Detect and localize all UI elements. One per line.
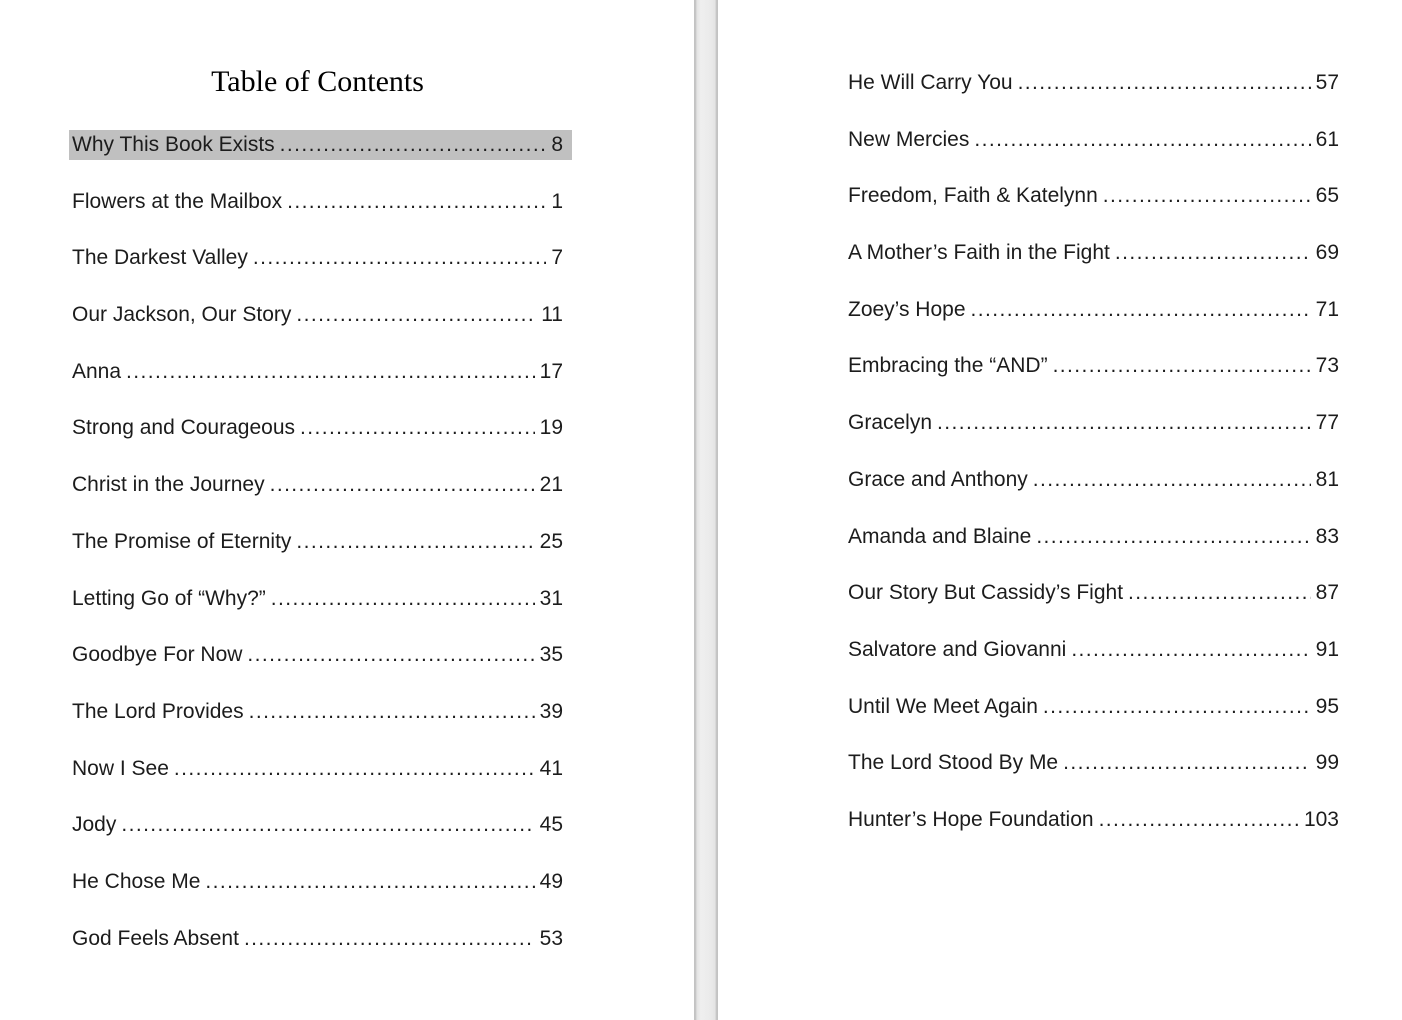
toc-entry[interactable]: [72, 754, 563, 784]
dot-leader: [270, 470, 535, 500]
toc-entry[interactable]: [848, 748, 1339, 778]
toc-entry[interactable]: [72, 470, 563, 500]
toc-entry-page-number: 73: [1315, 354, 1339, 378]
dot-leader: [1018, 68, 1311, 98]
toc-entry-title: A Mother’s Faith in the Fight: [848, 241, 1110, 265]
toc-entry-title: Zoey’s Hope: [848, 297, 966, 321]
toc-entry[interactable]: [848, 351, 1339, 381]
toc-entry[interactable]: [848, 181, 1339, 211]
toc-entry-title: Anna: [72, 359, 122, 383]
toc-entry[interactable]: [72, 187, 563, 217]
toc-entry-page-number: 41: [539, 756, 563, 780]
toc-entry-page-number: 21: [539, 473, 563, 497]
toc-entry-page-number: 95: [1315, 694, 1339, 718]
toc-entry-page-number: 45: [539, 813, 563, 837]
toc-entry-title: The Darkest Valley: [72, 246, 248, 270]
toc-entry[interactable]: [72, 640, 563, 670]
toc-entry[interactable]: [848, 238, 1339, 268]
dot-leader: [1071, 635, 1310, 665]
toc-entry-page-number: 61: [1315, 127, 1339, 151]
toc-entry[interactable]: [848, 635, 1339, 665]
toc-entry-title: The Lord Provides: [72, 699, 244, 723]
toc-entry-page-number: 57: [1315, 71, 1339, 94]
dot-leader: [249, 697, 535, 727]
toc-entry-title: The Promise of Eternity: [72, 529, 292, 553]
toc-entry[interactable]: [72, 413, 563, 443]
toc-entry[interactable]: [72, 584, 563, 614]
toc-entry-title: Embracing the “AND”: [848, 354, 1048, 378]
toc-entry-title: Flowers at the Mailbox: [72, 189, 283, 213]
toc-list-right: [848, 68, 1339, 835]
toc-list-left: [72, 130, 563, 954]
toc-entry-page-number: 7: [551, 246, 563, 270]
toc-entry[interactable]: [72, 357, 563, 387]
toc-entry-page-number: 81: [1315, 467, 1339, 491]
toc-entry-title: Grace and Anthony: [848, 467, 1028, 491]
toc-entry[interactable]: [72, 300, 563, 330]
toc-entry-page-number: 87: [1315, 581, 1339, 605]
dot-leader: [253, 243, 546, 273]
toc-entry-title: God Feels Absent: [72, 926, 239, 950]
toc-entry-title: He Chose Me: [72, 869, 201, 893]
toc-entry[interactable]: [848, 692, 1339, 722]
toc-entry-title: Goodbye For Now: [72, 643, 243, 667]
dot-leader: [974, 125, 1310, 155]
toc-entry-title: Our Story But Cassidy’s Fight: [848, 581, 1124, 605]
toc-entry-page-number: 69: [1315, 241, 1339, 265]
toc-entry-title: Jody: [72, 813, 117, 837]
dot-leader: [1115, 238, 1311, 268]
dot-leader: [121, 810, 534, 840]
page-right: [718, 0, 1402, 1020]
toc-entry[interactable]: [848, 68, 1339, 98]
toc-entry[interactable]: [848, 522, 1339, 552]
toc-entry-title: He Will Carry You: [848, 71, 1013, 94]
page-left: [0, 0, 694, 1020]
toc-entry[interactable]: [848, 805, 1339, 835]
toc-entry[interactable]: [72, 527, 563, 557]
toc-entry-page-number: 65: [1315, 184, 1339, 208]
toc-entry-title: Amanda and Blaine: [848, 524, 1032, 548]
toc-entry-title: The Lord Stood By Me: [848, 751, 1059, 775]
dot-leader: [271, 584, 535, 614]
toc-entry-page-number: 91: [1315, 637, 1339, 661]
toc-entry-page-number: 39: [539, 699, 563, 723]
dot-leader: [280, 130, 547, 160]
dot-leader: [126, 357, 535, 387]
toc-entry-page-number: 77: [1315, 411, 1339, 435]
toc-entry-title: Freedom, Faith & Katelynn: [848, 184, 1098, 208]
dot-leader: [300, 413, 535, 443]
dot-leader: [1099, 805, 1299, 835]
toc-entry-page-number: 103: [1303, 807, 1339, 831]
toc-entry[interactable]: [72, 130, 563, 160]
toc-heading: Table of Contents: [211, 65, 424, 98]
toc-entry-title: Until We Meet Again: [848, 694, 1038, 718]
dot-leader: [296, 527, 534, 557]
toc-entry-title: Hunter’s Hope Foundation: [848, 807, 1094, 831]
toc-entry-page-number: 49: [539, 869, 563, 893]
dot-leader: [247, 640, 534, 670]
dot-leader: [1128, 578, 1311, 608]
dot-leader: [287, 187, 546, 217]
toc-entry[interactable]: [848, 408, 1339, 438]
toc-entry[interactable]: [848, 465, 1339, 495]
toc-entry-title: Salvatore and Giovanni: [848, 637, 1067, 661]
dot-leader: [937, 408, 1311, 438]
dot-leader: [174, 754, 535, 784]
toc-entry-page-number: 53: [539, 926, 563, 950]
toc-entry-title: Gracelyn: [848, 411, 933, 435]
toc-entry-page-number: 71: [1315, 297, 1339, 321]
dot-leader: [296, 300, 536, 330]
toc-entry[interactable]: [72, 810, 563, 840]
toc-entry[interactable]: [848, 125, 1339, 155]
toc-entry-title: Now I See: [72, 756, 169, 780]
page-gap-divider: [694, 0, 718, 1020]
toc-entry-page-number: 35: [539, 643, 563, 667]
dot-leader: [244, 924, 535, 954]
toc-entry-page-number: 19: [539, 416, 563, 440]
toc-entry-page-number: 31: [539, 586, 563, 610]
dot-leader: [1103, 181, 1311, 211]
toc-entry-title: Why This Book Exists: [72, 133, 275, 156]
toc-entry-page-number: 8: [551, 133, 563, 156]
toc-entry[interactable]: [72, 697, 563, 727]
toc-entry[interactable]: [72, 924, 563, 954]
toc-entry[interactable]: [848, 578, 1339, 608]
toc-entry-title: New Mercies: [848, 127, 970, 151]
dot-leader: [1063, 748, 1311, 778]
toc-entry-page-number: 11: [541, 303, 563, 327]
toc-entry-title: Our Jackson, Our Story: [72, 303, 292, 327]
toc-entry[interactable]: [72, 243, 563, 273]
dot-leader: [1033, 465, 1311, 495]
dot-leader: [1036, 522, 1310, 552]
dot-leader: [205, 867, 534, 897]
toc-entry-page-number: 83: [1315, 524, 1339, 548]
toc-entry-title: Christ in the Journey: [72, 473, 265, 497]
toc-entry-title: Strong and Courageous: [72, 416, 295, 440]
toc-entry-title: Letting Go of “Why?”: [72, 586, 266, 610]
toc-entry-page-number: 25: [539, 529, 563, 553]
toc-entry[interactable]: [72, 867, 563, 897]
toc-entry-page-number: 1: [551, 189, 563, 213]
toc-entry-page-number: 99: [1315, 751, 1339, 775]
dot-leader: [971, 295, 1311, 325]
dot-leader: [1043, 692, 1311, 722]
toc-entry[interactable]: [848, 295, 1339, 325]
dot-leader: [1053, 351, 1311, 381]
toc-entry-page-number: 17: [539, 359, 563, 383]
